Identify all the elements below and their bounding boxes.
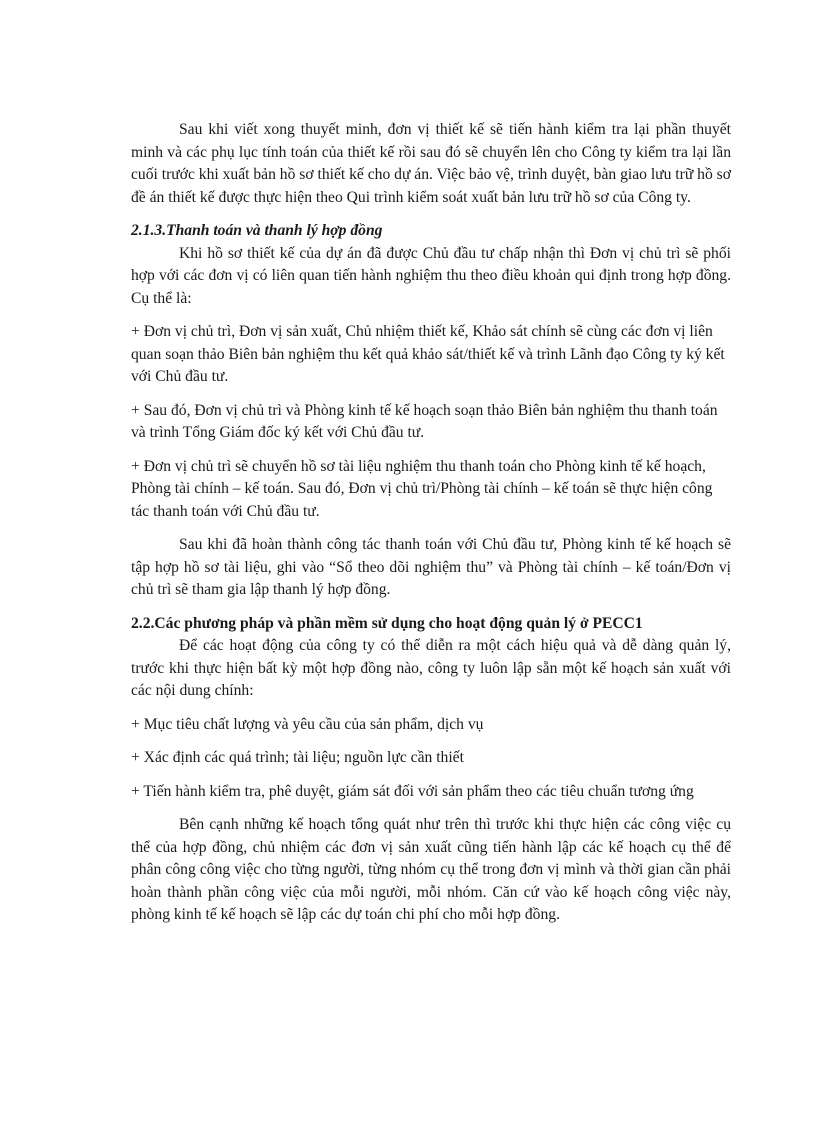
bullet-payment-documents: + Đơn vị chủ trì sẽ chuyển hồ sơ tài liệu nghiệm thu thanh toán cho Phòng kinh tế kế hoạch, Phòng tài chính – kế toán. Sau đó, Đơn vị chủ trì/Phòng tài chính – kế toán sẽ thực hiện công tác thanh toán với Chủ đầu tư. — [131, 457, 713, 520]
section-heading-2-2: 2.2.Các phương pháp và phần mềm sử dụng cho hoạt động quản lý ở PECC1 — [131, 614, 643, 632]
paragraph-acceptance: Khi hồ sơ thiết kế của dự án đã được Chủ đầu tư chấp nhận thì Đơn vị chủ trì sẽ phối hợp với các đơn vị có liên quan tiến hành nghiệm thu theo điều khoản qui định trong hợp đồng. Cụ thể là: — [131, 244, 731, 307]
paragraph-contract-liquidation: Sau khi đã hoàn thành công tác thanh toán với Chủ đầu tư, Phòng kinh tế kế hoạch sẽ tập hợp hồ sơ tài liệu, ghi vào “Sổ theo dõi nghiệm thu” và Phòng tài chính – kế toán/Đơn vị chủ trì sẽ tham gia lập thanh lý hợp đồng. — [131, 536, 731, 598]
paragraph-design-review: Sau khi viết xong thuyết minh, đơn vị thiết kế sẽ tiến hành kiểm tra lại phần thuyết minh và các phụ lục tính toán của thiết kế rồi sau đó sẽ chuyển lên cho Công ty kiểm tra lại lần cuối trước khi xuất bản hồ sơ thiết kế cho dự án. Việc bảo vệ, trình duyệt, bàn giao lưu trữ hồ sơ đề án thiết kế được thực hiện theo Qui trình kiểm soát xuất bản lưu trữ hồ sơ của Công ty. — [131, 121, 731, 206]
section-heading-2-1-3: 2.1.3.Thanh toán và thanh lý hợp đồng — [131, 222, 383, 239]
document-body — [131, 119, 731, 927]
bullet-payment-minutes: + Sau đó, Đơn vị chủ trì và Phòng kinh tế kế hoạch soạn thảo Biên bản nghiệm thu thanh toán và trình Tổng Giám đốc ký kết với Chủ đầu tư. — [131, 401, 718, 441]
bullet-acceptance-minutes: + Đơn vị chủ trì, Đơn vị sản xuất, Chủ nhiệm thiết kế, Khảo sát chính sẽ cùng các đơn vị liên quan soạn thảo Biên bản nghiệm thu kết quả khảo sát/thiết kế và trình Lãnh đạo Công ty ký kết với Chủ đầu tư. — [131, 323, 725, 385]
paragraph-production-plan: Để các hoạt động của công ty có thể diễn ra một cách hiệu quả và dễ dàng quản lý, trước khi thực hiện bất kỳ một hợp đồng nào, công ty luôn lập sẵn một kế hoạch sản xuất với các nội dung chính: — [131, 637, 731, 699]
bullet-processes-resources: + Xác định các quá trình; tài liệu; nguồn lực cần thiết — [131, 749, 464, 766]
bullet-quality-objectives: + Mục tiêu chất lượng và yêu cầu của sản phẩm, dịch vụ — [131, 715, 484, 733]
paragraph-detailed-plans: Bên cạnh những kế hoạch tổng quát như trên thì trước khi thực hiện các công việc cụ thể của hợp đồng, chủ nhiệm các đơn vị sản xuất cũng tiến hành lập các kế hoạch cụ thể để phân công công việc cho từng người, từng nhóm cụ thể trong đơn vị mình và thời gian cần phải hoàn thành phần công việc của mỗi người, mỗi nhóm. Căn cứ vào kế hoạch công việc này, phòng kinh tế kế hoạch sẽ lập các dự toán chi phí cho mỗi hợp đồng. — [131, 816, 731, 923]
bullet-inspection-approval: + Tiến hành kiểm tra, phê duyệt, giám sát đối với sản phẩm theo các tiêu chuẩn tương ứng — [131, 782, 694, 800]
